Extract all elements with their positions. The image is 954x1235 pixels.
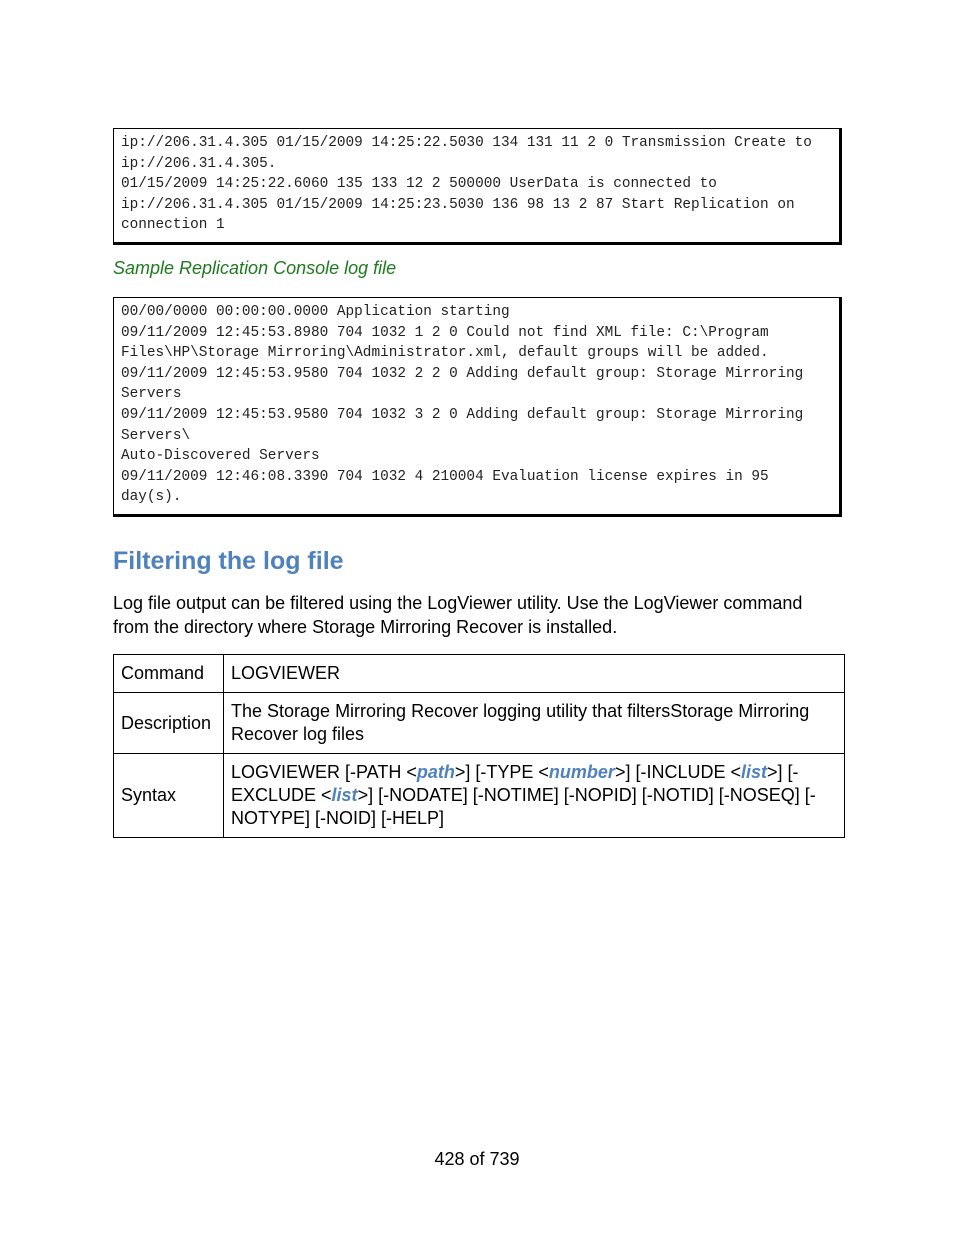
description-value: The Storage Mirroring Recover logging utility that filtersStorage Mirroring Recover log files bbox=[224, 693, 845, 754]
syntax-text: >] [-EXCLUDE < bbox=[231, 762, 799, 805]
syntax-param-path: path bbox=[416, 762, 455, 782]
table-row bbox=[114, 655, 845, 693]
code-line: 09/11/2009 12:45:53.9580 704 1032 2 2 0 Adding default group: Storage Mirroring Servers bbox=[121, 365, 812, 403]
syntax-text: >] [-NODATE] [-NOTIME] [-NOPID] [-NOTID] [-NOSEQ] [-NOTYPE] [-NOID] [-HELP] bbox=[231, 785, 816, 828]
syntax-text: LOGVIEWER [-PATH < bbox=[231, 762, 417, 782]
command-label: Command bbox=[114, 655, 224, 693]
command-table bbox=[113, 654, 845, 838]
code-line: 01/15/2009 14:25:22.6060 135 133 12 2 500000 UserData is connected to ip://206.31.4.305 01/15/2009 14:25:23.5030 136 98 13 2 87 Start Replication on connection 1 bbox=[121, 176, 804, 234]
code-caption: Sample Replication Console log file bbox=[113, 258, 397, 278]
log-sample-code-block bbox=[113, 128, 842, 245]
code-line: 09/11/2009 12:46:08.3390 704 1032 4 210004 Evaluation license expires in 95 day(s). bbox=[121, 468, 778, 506]
syntax-param-list: list bbox=[740, 762, 767, 782]
code-line: 00/00/0000 00:00:00.0000 Application starting bbox=[121, 304, 510, 320]
section-heading: Filtering the log file bbox=[113, 547, 344, 575]
code-line: Auto-Discovered Servers bbox=[121, 448, 320, 465]
section-paragraph: Log file output can be filtered using the LogViewer utility. Use the LogViewer command from the directory where Storage Mirroring Recover is installed. bbox=[113, 593, 803, 637]
page-number: 428 of 739 bbox=[434, 1149, 520, 1169]
description-label: Description bbox=[114, 693, 224, 754]
syntax-text: >] [-INCLUDE < bbox=[614, 762, 741, 782]
code-line: ip://206.31.4.305 01/15/2009 14:25:22.5030 134 131 11 2 0 Transmission Create to ip://206.31.4.305. bbox=[121, 135, 821, 172]
syntax-label: Syntax bbox=[114, 754, 224, 838]
command-value: LOGVIEWER bbox=[224, 655, 845, 693]
syntax-param-number: number bbox=[548, 762, 615, 782]
code-line: 09/11/2009 12:45:53.9580 704 1032 3 2 0 Adding default group: Storage Mirroring Servers\ bbox=[121, 406, 812, 444]
table-row bbox=[114, 693, 845, 754]
console-log-code-block bbox=[113, 297, 842, 517]
syntax-param-list: list bbox=[331, 785, 358, 805]
syntax-text: >] [-TYPE < bbox=[454, 762, 549, 782]
syntax-value bbox=[224, 754, 845, 838]
table-row bbox=[114, 754, 845, 838]
code-line: 09/11/2009 12:45:53.8980 704 1032 1 2 0 Could not find XML file: C:\Program Files\HP\Storage Mirroring\Administrator.xml, default groups will be added. bbox=[121, 324, 778, 362]
